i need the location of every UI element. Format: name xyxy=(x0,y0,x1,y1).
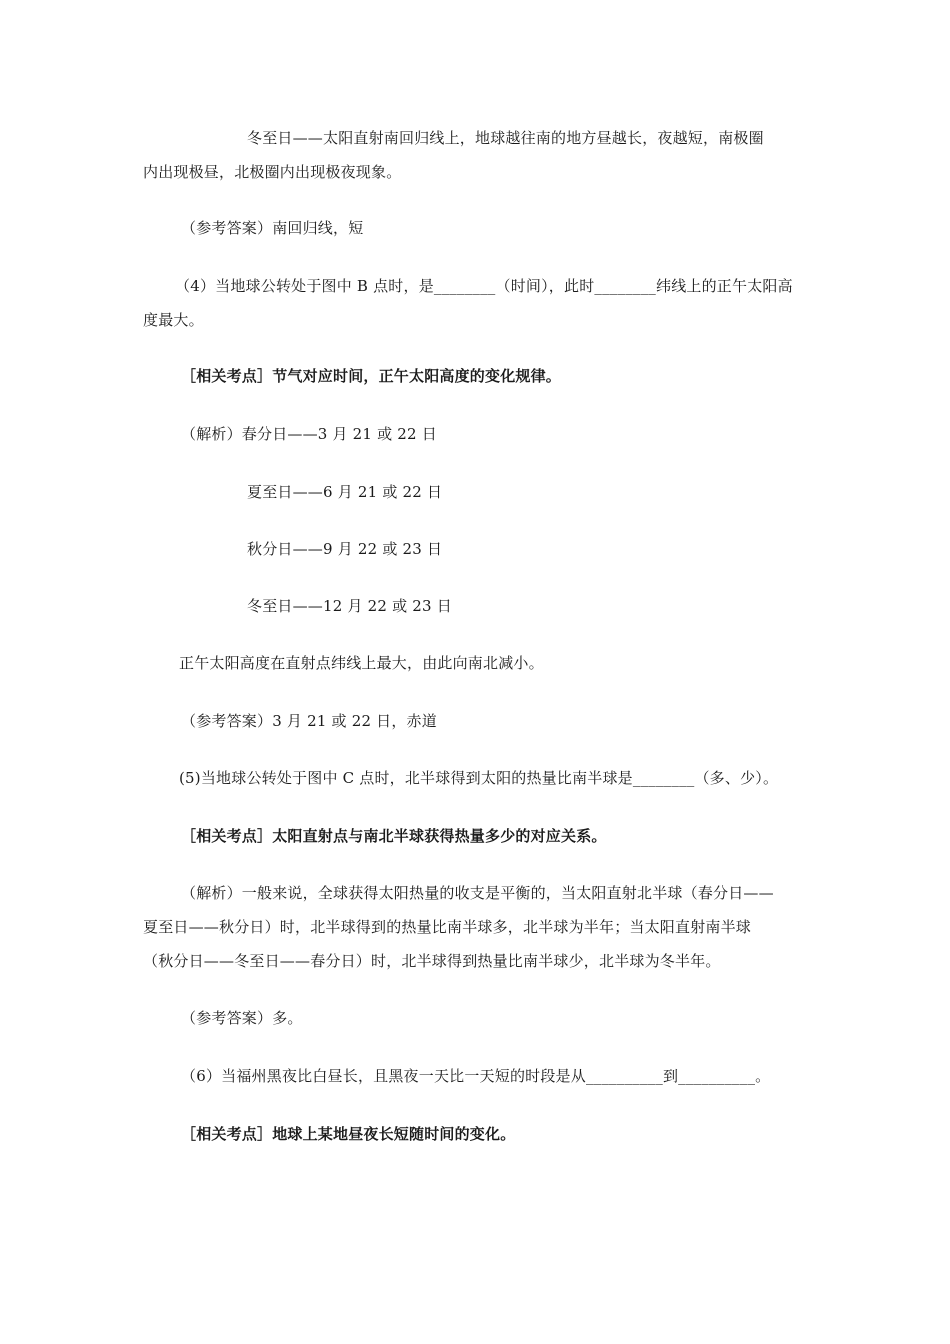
text-line: 内出现极昼，北极圈内出现极夜现象。 xyxy=(143,163,402,181)
text-line: 夏至日——秋分日）时，北半球得到的热量比南半球多，北半球为半年；当太阳直射南半球 xyxy=(143,918,752,936)
answer-line: （参考答案）南回归线，短 xyxy=(181,219,364,237)
text-line: 夏至日——6 月 21 或 22 日 xyxy=(247,483,443,501)
key-point-heading: ［相关考点］节气对应时间，正午太阳高度的变化规律。 xyxy=(181,367,562,385)
analysis-line: （解析）春分日——3 月 21 或 22 日 xyxy=(181,425,437,443)
text-line: （秋分日——冬至日——春分日）时，北半球得到热量比南半球少，北半球为冬半年。 xyxy=(143,952,721,970)
question-line: (5)当地球公转处于图中 C 点时，北半球得到太阳的热量比南半球是________（多、少）。 xyxy=(179,769,779,787)
question-line: （4）当地球公转处于图中 B 点时，是________（时间），此时________纬线上的正午太阳高 xyxy=(175,277,793,295)
question-line: （6）当福州黑夜比白昼长，且黑夜一天比一天短的时段是从__________到__________。 xyxy=(181,1067,771,1085)
text-line: 冬至日——12 月 22 或 23 日 xyxy=(247,597,452,615)
analysis-line: （解析）一般来说，全球获得太阳热量的收支是平衡的，当太阳直射北半球（春分日—— xyxy=(181,884,774,902)
key-point-heading: ［相关考点］太阳直射点与南北半球获得热量多少的对应关系。 xyxy=(181,827,607,845)
key-point-heading: ［相关考点］地球上某地昼夜长短随时间的变化。 xyxy=(181,1125,516,1143)
text-line: 秋分日——9 月 22 或 23 日 xyxy=(247,540,443,558)
text-line: 冬至日——太阳直射南回归线上，地球越往南的地方昼越长，夜越短，南极圈 xyxy=(247,129,764,147)
text-line: 正午太阳高度在直射点纬线上最大，由此向南北减小。 xyxy=(179,654,544,672)
answer-line: （参考答案）多。 xyxy=(181,1009,303,1027)
text-line: 度最大。 xyxy=(143,311,204,329)
answer-line: （参考答案）3 月 21 或 22 日，赤道 xyxy=(181,712,437,730)
